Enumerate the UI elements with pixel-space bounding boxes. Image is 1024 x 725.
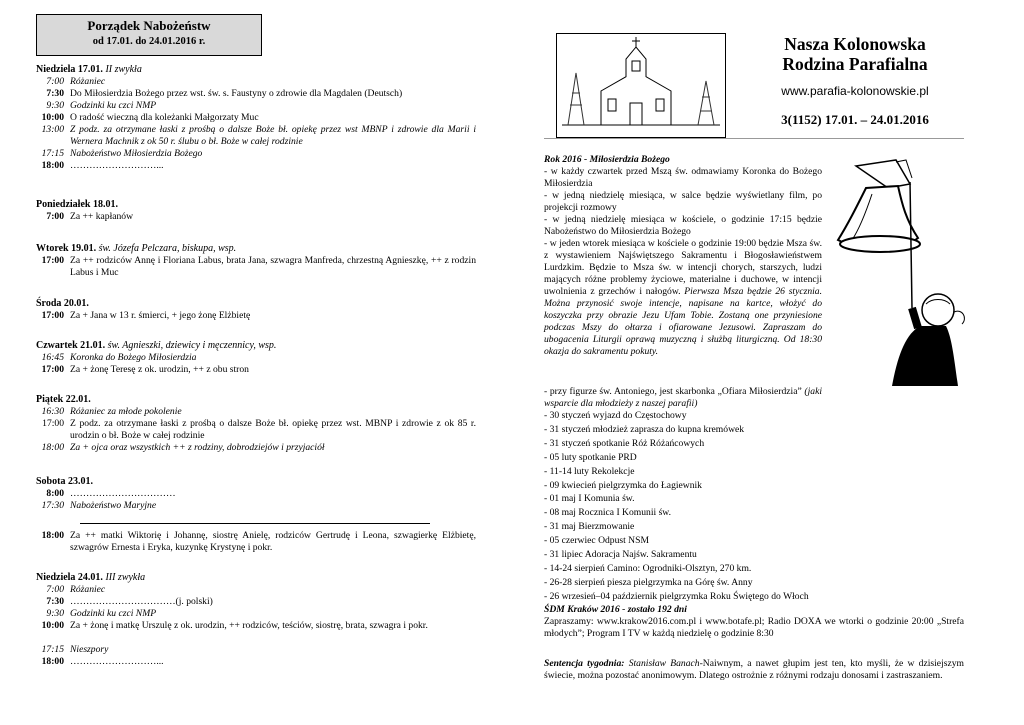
mass-intention: ……………………………(j. polski) bbox=[70, 596, 213, 607]
mass-time: 18:00 bbox=[41, 656, 64, 667]
day-name: Wtorek 19.01. bbox=[36, 243, 97, 254]
day-heading bbox=[36, 64, 142, 75]
mass-time: 17:30 bbox=[41, 500, 64, 511]
event-item: - 09 kwiecień pielgrzymka do Łagiewnik bbox=[544, 479, 702, 491]
event-item: - 11-14 luty Rekolekcje bbox=[544, 465, 635, 477]
mass-time: 7:00 bbox=[46, 211, 64, 222]
issue-line: 3(1152) 17.01. – 24.01.2016 bbox=[781, 112, 929, 127]
mass-intention: Z podz. za otrzymane łaski z prośbą o dalsze Boże bł. opiekę przez wst MBNP i zdrowie dla Marii i Wernera Machnik z ok 50 r. ślubu o bł. Boże w całej rodzinie bbox=[70, 124, 476, 147]
mass-intention: Za ++ matki Wiktorię i Johannę, siostrę Anielę, rodziców Gertrudę i Leona, szwagierkę Elżbietę, szwagrów Ernesta i Eryka, kuzynkę Krystynę i pokr. bbox=[70, 530, 476, 553]
mass-time: 7:00 bbox=[46, 76, 64, 87]
event-item: - 31 maj Bierzmowanie bbox=[544, 521, 635, 533]
mass-intention: Z podz. za otrzymane łaski z prośbą o dalsze Boże bł. opiekę przez wst. MBNP i zdrowie z ok 85 r. urodzin o bł. Boże w całej rodzinie bbox=[70, 418, 476, 441]
year-item-4: - w jeden wtorek miesiąca w kościele o godzinie 19:00 będzie Msza św. z wystawieniem Najświętszego Sakramentu i Błogosławieństwem Lurdzkim. Będzie to Msza św. w intencji chorych, starszych, ludzi mających różne problemy życiowe, materialne i duchowe, w intencji uwolnienia z grzechów i nałogów. Pierwsza Msza będzie 26 stycznia. Można przynosić swoje intencje, napisane na kartce, włożyć do koszyczka przy obrazie Jezu Ufam Tobie. Zostaną one przyniesione podczas Mszy do ołtarza i ofiarowane Jezusowi. Zapraszam do ubogacenia Liturgii oprawą muzyczną i służbą liturgiczną. Od 18:30 okazja do sakramentu pokuty. bbox=[544, 238, 823, 357]
day-heading bbox=[36, 298, 89, 309]
mass-time: 18:00 bbox=[41, 160, 64, 171]
mass-time: 17:15 bbox=[41, 644, 64, 655]
schedule-title: Porządek Nabożeństw bbox=[87, 18, 211, 33]
event-item: - 05 luty spotkanie PRD bbox=[544, 451, 637, 463]
masthead-title-1: Nasza Kolonowska bbox=[784, 34, 926, 54]
sdm-text: Zapraszamy: www.krakow2016.com.pl i www.botafe.pl; Radio DOXA we wtorki o godzinie 20:00 „Strefa młodych”; Program I TV w każdą niedzielę o godzinie 8:30 bbox=[544, 616, 964, 639]
sentencja-block: Sentencja tygodnia: Stanisław Banach-Naiwnym, a nawet głupim jest ten, kto myśli, że w dzisiejszym świecie, można pozostać anonimowym. Dlatego ostrożnie z różnymi rodzaju donosami i zastraszaniem. bbox=[544, 658, 964, 681]
year-item-5: - przy figurze św. Antoniego, jest skarbonka „Ofiara Miłosierdzia” (jaki wsparcie dla młodzieży z naszej parafii) bbox=[544, 386, 822, 409]
mass-time: 9:30 bbox=[46, 100, 64, 111]
year-item-2: - w jedną niedzielę miesiąca, w salce będzie wyświetlany film, po projekcji rozmowy bbox=[544, 190, 822, 213]
mass-time: 7:30 bbox=[46, 596, 64, 607]
mass-intention: Za ++ kapłanów bbox=[70, 211, 134, 222]
year-item-1: - w każdy czwartek przed Mszą św. odmawiamy Koronka do Bożego Miłosierdzia bbox=[544, 166, 822, 189]
event-item: - 31 lipiec Adoracja Najśw. Sakramentu bbox=[544, 549, 697, 560]
day-name: Środa 20.01. bbox=[36, 298, 89, 309]
event-item: - 31 styczeń młodzież zaprasza do kupna kremówek bbox=[544, 423, 745, 435]
day-heading bbox=[36, 394, 91, 405]
mass-intention: Godzinki ku czci NMP bbox=[70, 100, 157, 111]
mass-intention: Do Miłosierdzia Bożego przez wst. św. s. Faustyny o zdrowie dla Magdalen (Deutsch) bbox=[70, 88, 403, 99]
mass-intention: Różaniec bbox=[70, 76, 106, 87]
event-item: - 30 styczeń wyjazd do Częstochowy bbox=[544, 410, 687, 421]
mass-intention: Nabożeństwo Maryjne bbox=[70, 500, 157, 511]
mass-time: 18:00 bbox=[41, 442, 64, 453]
mass-intention: O radość wieczną dla koleżanki Małgorzaty Muc bbox=[70, 112, 259, 123]
mass-time: 17:00 bbox=[41, 310, 64, 321]
sdm-heading: ŚDM Kraków 2016 - zostało 192 dni bbox=[544, 604, 687, 615]
mass-time: 7:00 bbox=[46, 584, 64, 595]
event-item: - 26-28 sierpień piesza pielgrzymka na Górę św. Anny bbox=[544, 576, 753, 588]
mass-intention: Różaniec bbox=[70, 584, 106, 595]
mass-time: 17:00 bbox=[41, 255, 64, 266]
masthead-title-2: Rodzina Parafialna bbox=[782, 54, 928, 74]
mass-time: 18:00 bbox=[41, 530, 64, 541]
day-heading bbox=[36, 340, 276, 351]
mass-intention: Za + Jana w 13 r. śmierci, + jego żonę Elżbietę bbox=[70, 310, 251, 321]
event-item: - 31 styczeń spotkanie Róż Różańcowych bbox=[544, 437, 705, 449]
day-subtitle: II zwykła bbox=[105, 64, 142, 75]
mass-time: 10:00 bbox=[41, 620, 64, 631]
mass-intention: Godzinki ku czci NMP bbox=[70, 608, 157, 619]
day-name: Piątek 22.01. bbox=[36, 394, 91, 405]
day-name: Poniedziałek 18.01. bbox=[36, 199, 118, 210]
day-subtitle: św. Józefa Pelczara, biskupa, wsp. bbox=[98, 243, 237, 254]
event-item: - 05 czerwiec Odpust NSM bbox=[544, 535, 649, 547]
event-item: - 26 wrzesień–04 październik pielgrzymka Roku Świętego do Włoch bbox=[544, 590, 809, 602]
event-item: - 08 maj Rocznica I Komunii św. bbox=[544, 507, 671, 519]
event-item: - 01 maj I Komunia św. bbox=[544, 493, 635, 505]
mass-time: 17:00 bbox=[41, 364, 64, 375]
mass-intention: Różaniec za młode pokolenie bbox=[70, 406, 182, 417]
day-heading bbox=[36, 243, 236, 254]
mass-intention: Koronka do Bożego Miłosierdzia bbox=[70, 352, 197, 363]
schedule-header-box bbox=[36, 14, 262, 56]
day-name: Niedziela 17.01. bbox=[36, 64, 103, 75]
day-name: Niedziela 24.01. bbox=[36, 572, 103, 583]
year-heading: Rok 2016 - Miłosierdzia Bożego bbox=[544, 154, 670, 165]
year-item-3: - w jedną niedzielę miesiąca w kościele, o godzinie 17:15 będzie Nabożeństwo do Miłosierdzia Bożego bbox=[544, 214, 822, 237]
mass-time: 16:30 bbox=[41, 406, 64, 417]
bell-ringer-illustration bbox=[826, 158, 976, 388]
mass-time: 9:30 bbox=[46, 608, 64, 619]
mass-time: 7:30 bbox=[46, 88, 64, 99]
mass-time: 13:00 bbox=[41, 124, 64, 135]
church-illustration bbox=[556, 33, 726, 138]
day-name: Czwartek 21.01. bbox=[36, 340, 106, 351]
mass-intention: Nabożeństwo Miłosierdzia Bożego bbox=[70, 148, 203, 159]
schedule-dates: od 17.01. do 24.01.2016 r. bbox=[92, 36, 206, 47]
masthead bbox=[736, 34, 974, 128]
mass-time: 10:00 bbox=[41, 112, 64, 123]
mass-time: 17:00 bbox=[42, 418, 64, 429]
day-heading bbox=[36, 572, 145, 583]
mass-intention: ………………………... bbox=[70, 160, 164, 171]
masthead-url: www.parafia-kolonowskie.pl bbox=[781, 84, 929, 98]
event-item: - 14-24 sierpień Camino: Ogrodniki-Olsztyn, 270 km. bbox=[544, 562, 752, 574]
mass-intention: Za + żonę Teresę z ok. urodzin, ++ z obu stron bbox=[70, 364, 249, 375]
mass-time: 16:45 bbox=[41, 352, 64, 363]
mass-intention: Nieszpory bbox=[70, 644, 109, 655]
mass-time: 17:15 bbox=[41, 148, 64, 159]
mass-intention: ………………………... bbox=[70, 656, 164, 667]
masthead-rule bbox=[544, 138, 964, 139]
mass-intention: Za + żonę i matkę Urszulę z ok. urodzin, ++ rodziców, teściów, siostrę, brata, szwagra i pokr. bbox=[70, 620, 428, 631]
mass-time: 8:00 bbox=[46, 488, 64, 499]
mass-intention: …………………………… bbox=[70, 488, 176, 499]
day-subtitle: św. Agnieszki, dziewicy i męczennicy, wsp. bbox=[107, 340, 277, 351]
day-heading bbox=[36, 199, 118, 210]
day-name: Sobota 23.01. bbox=[36, 476, 93, 487]
divider bbox=[80, 523, 430, 524]
day-heading bbox=[36, 476, 93, 487]
mass-intention: Za + ojca oraz wszystkich ++ z rodziny, dobrodziejów i przyjaciół bbox=[70, 442, 325, 453]
mass-intention: Za ++ rodziców Annę i Floriana Labus, brata Jana, szwagra Manfreda, chrzestną Agnieszkę, ++ z rodzin Labus i Muc bbox=[70, 255, 476, 278]
day-subtitle: III zwykła bbox=[105, 572, 146, 583]
